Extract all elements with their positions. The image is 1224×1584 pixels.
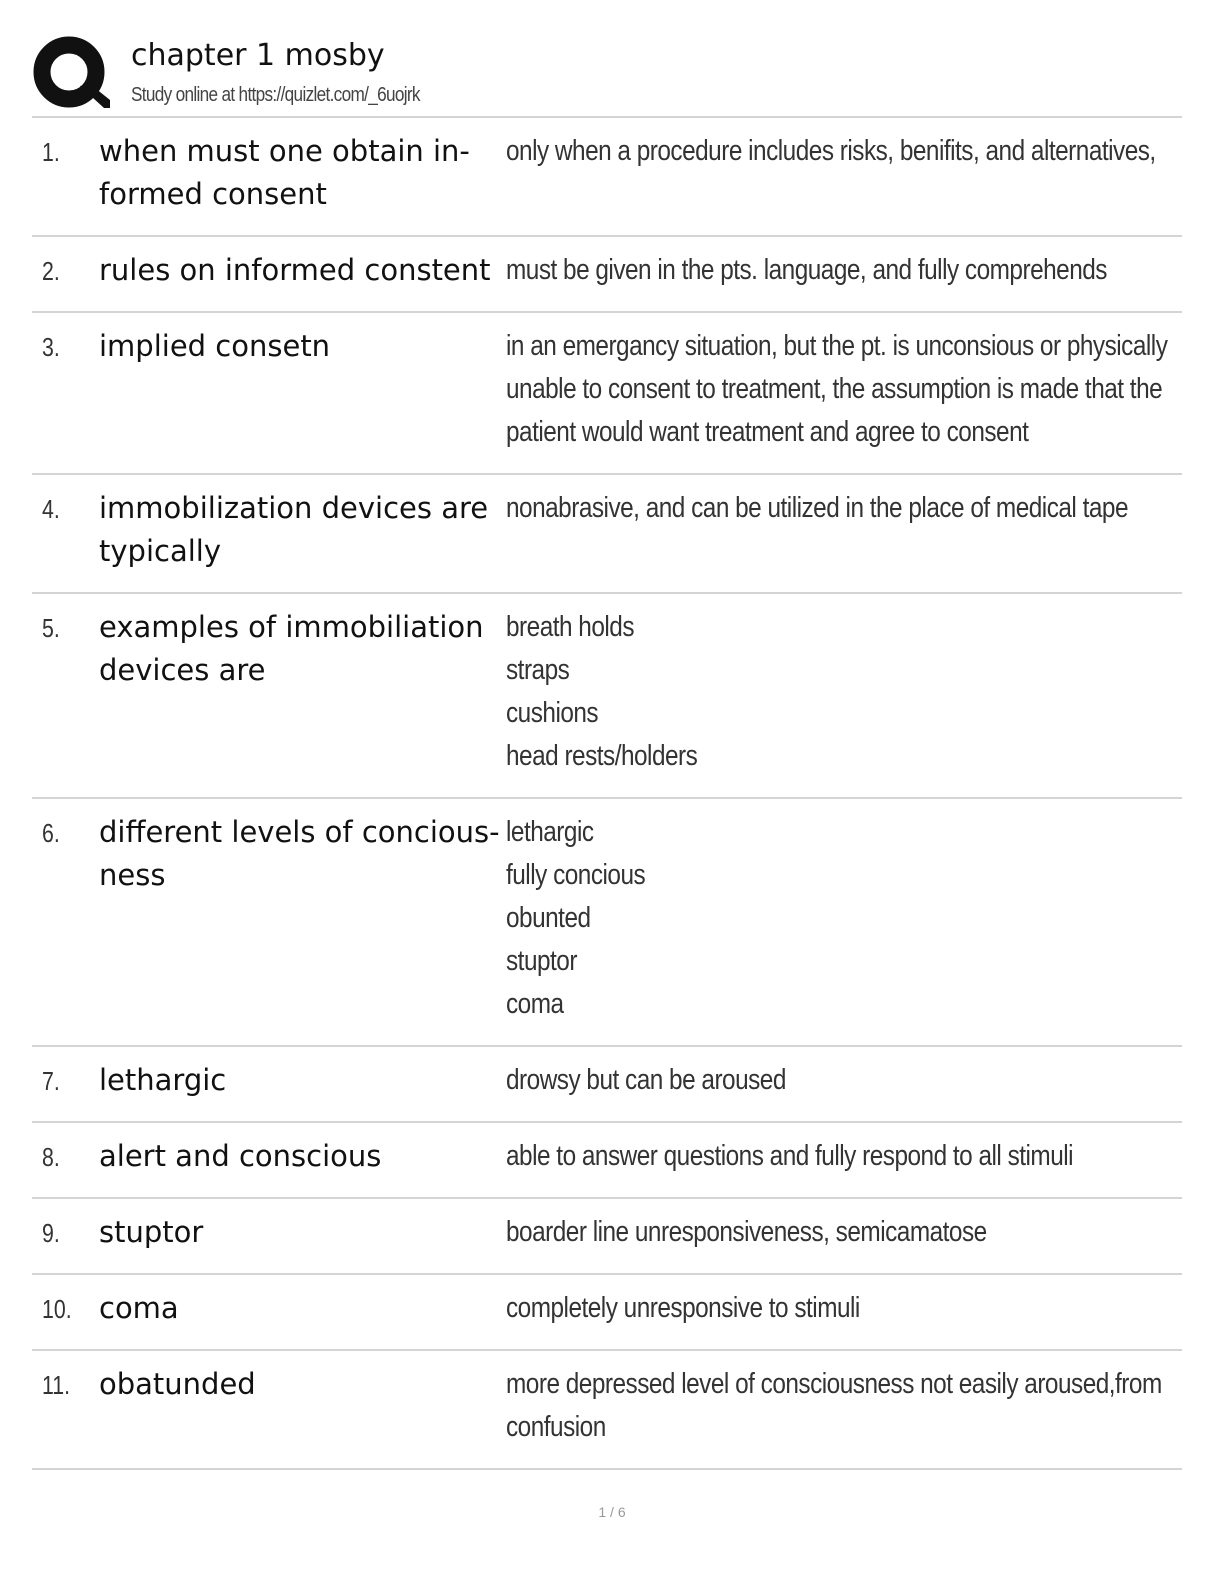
card-number: 8. (42, 1142, 60, 1172)
page-title: chapter 1 mosby (131, 38, 385, 73)
card-term (99, 1211, 501, 1254)
card-term (99, 811, 501, 897)
card-term-line: obatunded (99, 1367, 256, 1401)
card-term (99, 1135, 501, 1178)
card-definition-line: patient would want treatment and agree to consent (506, 416, 1029, 448)
card-term-line: typically (99, 534, 221, 568)
card-definition-line: in an emergancy situation, but the pt. is unconsious or physically (506, 330, 1168, 362)
card-definition-line: drowsy but can be aroused (506, 1064, 786, 1096)
card-definition (506, 1287, 1170, 1330)
card-term-line: lethargic (99, 1063, 227, 1097)
card-definition (506, 1059, 1170, 1102)
card-term-line: formed consent (99, 177, 327, 211)
card-number: 10. (42, 1294, 72, 1324)
card-term-line: implied consetn (99, 329, 331, 363)
card-number: 7. (42, 1066, 60, 1096)
card-number: 5. (42, 613, 60, 643)
card-definition-line: obunted (506, 902, 591, 934)
card-definition-line: cushions (506, 697, 599, 729)
card-term-line: ness (99, 858, 166, 892)
card-definition-line: straps (506, 654, 570, 686)
card-definition-line: fully concious (506, 859, 646, 891)
card-definition-line: coma (506, 988, 564, 1020)
card-definition (506, 325, 1170, 454)
card-term-line: different levels of concious- (99, 815, 500, 849)
card-term (99, 325, 501, 368)
card-term (99, 487, 501, 573)
card-definition (506, 130, 1170, 173)
card-row (32, 1199, 1182, 1275)
card-term-line: rules on informed constent (99, 253, 491, 287)
card-row (32, 475, 1182, 594)
card-definition-line: nonabrasive, and can be utilized in the place of medical tape (506, 492, 1128, 524)
card-term-line: immobilization devices are (99, 491, 489, 525)
card-term (99, 606, 501, 692)
card-definition-line: able to answer questions and fully respond to all stimuli (506, 1140, 1074, 1172)
card-number: 3. (42, 332, 60, 362)
card-definition-line: more depressed level of consciousness not easily aroused,from (506, 1368, 1162, 1400)
card-term-line: alert and conscious (99, 1139, 382, 1173)
quizlet-q-logo-icon (32, 34, 112, 114)
card-term (99, 1059, 501, 1102)
card-term-line: examples of immobiliation (99, 610, 484, 644)
card-term (99, 130, 501, 216)
card-definition-line: stuptor (506, 945, 577, 977)
card-definition (506, 1363, 1170, 1449)
card-definition (506, 606, 1170, 778)
card-definition-line: confusion (506, 1411, 606, 1443)
card-definition (506, 811, 1170, 1026)
card-definition-line: unable to consent to treatment, the assumption is made that the (506, 373, 1163, 405)
card-definition (506, 487, 1170, 530)
card-number: 4. (42, 494, 60, 524)
card-row (32, 1351, 1182, 1470)
card-definition (506, 1135, 1170, 1178)
flashcard-list (32, 118, 1182, 1470)
card-term-line: devices are (99, 653, 266, 687)
card-row (32, 1123, 1182, 1199)
card-term (99, 249, 501, 292)
card-number: 1. (42, 137, 60, 167)
card-row (32, 118, 1182, 237)
page-indicator: 1 / 6 (598, 1504, 626, 1520)
card-row (32, 799, 1182, 1047)
study-online-link[interactable]: Study online at https://quizlet.com/_6uojrk (131, 84, 420, 106)
card-term-line: when must one obtain in- (99, 134, 470, 168)
card-term (99, 1287, 501, 1330)
card-row (32, 313, 1182, 475)
card-number: 6. (42, 818, 60, 848)
card-row (32, 1275, 1182, 1351)
card-row (32, 594, 1182, 799)
card-row (32, 237, 1182, 313)
card-number: 9. (42, 1218, 60, 1248)
card-definition-line: completely unresponsive to stimuli (506, 1292, 860, 1324)
card-number: 2. (42, 256, 60, 286)
card-number: 11. (42, 1370, 71, 1400)
card-definition-line: must be given in the pts. language, and fully comprehends (506, 254, 1107, 286)
card-row (32, 1047, 1182, 1123)
card-definition-line: breath holds (506, 611, 635, 643)
card-term-line: stuptor (99, 1215, 204, 1249)
card-definition-line: boarder line unresponsiveness, semicamatose (506, 1216, 987, 1248)
card-definition (506, 1211, 1170, 1254)
card-definition-line: lethargic (506, 816, 594, 848)
card-term (99, 1363, 501, 1406)
card-definition-line: only when a procedure includes risks, benifits, and alternatives, (506, 135, 1156, 167)
card-definition (506, 249, 1170, 292)
page-header (32, 34, 1182, 118)
card-definition-line: head rests/holders (506, 740, 698, 772)
card-term-line: coma (99, 1291, 179, 1325)
